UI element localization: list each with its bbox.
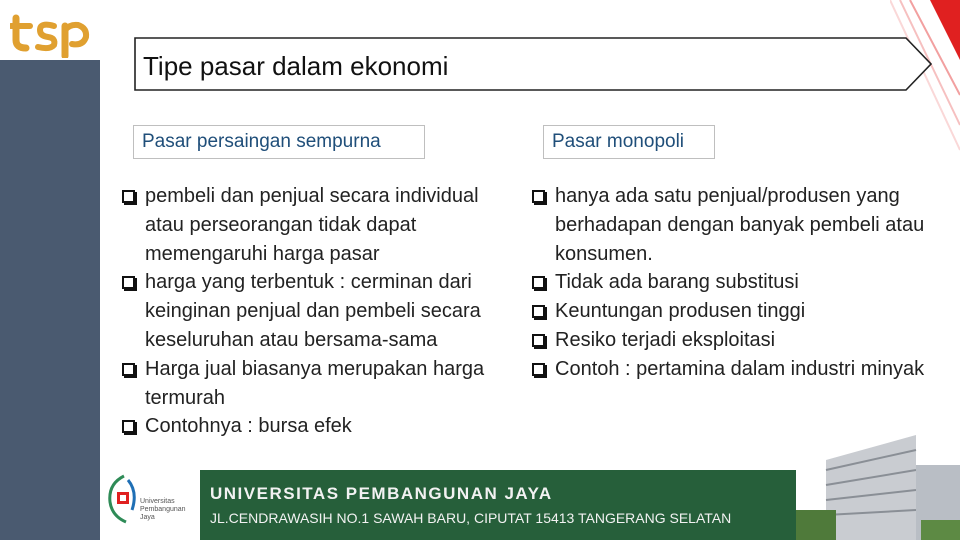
university-address: JL.CENDRAWASIH NO.1 SAWAH BARU, CIPUTAT 15413 TANGERANG SELATAN (210, 510, 732, 526)
list-item: Keuntungan produsen tinggi (532, 297, 947, 326)
checkbox-bullet-icon (532, 190, 545, 203)
checkbox-bullet-icon (122, 276, 135, 289)
list-item: Contohnya : bursa efek (122, 412, 522, 441)
tsp-logo (10, 10, 92, 58)
checkbox-bullet-icon (122, 363, 135, 376)
monopoly-list (532, 182, 947, 384)
university-name: UNIVERSITAS PEMBANGUNAN JAYA (210, 484, 553, 503)
checkbox-bullet-icon (532, 334, 545, 347)
title-banner (134, 37, 932, 91)
list-item: harga yang terbentuk : cerminan dari keinginan penjual dan pembeli secara keseluruhan atau bersama-sama (122, 268, 522, 354)
left-sidebar-band (0, 60, 100, 540)
list-item: hanya ada satu penjual/produsen yang berhadapan dengan banyak pembeli atau konsumen. (532, 182, 947, 268)
perfect-competition-list (122, 182, 522, 441)
heading-perfect-competition: Pasar persaingan sempurna (133, 125, 425, 159)
checkbox-bullet-icon (122, 190, 135, 203)
list-item: pembeli dan penjual secara individual atau perseorangan tidak dapat memengaruhi harga pasar (122, 182, 522, 268)
list-item: Harga jual biasanya merupakan harga termurah (122, 355, 522, 413)
checkbox-bullet-icon (532, 363, 545, 376)
footer-banner (200, 470, 796, 540)
checkbox-bullet-icon (532, 305, 545, 318)
university-logo (104, 470, 199, 535)
campus-building-photo (796, 430, 960, 540)
heading-monopoly: Pasar monopoli (543, 125, 715, 159)
list-item: Tidak ada barang substitusi (532, 268, 947, 297)
list-item: Resiko terjadi eksploitasi (532, 326, 947, 355)
list-item: Contoh : pertamina dalam industri minyak (532, 355, 947, 384)
page-title: Tipe pasar dalam ekonomi (143, 51, 449, 81)
university-logo-label: Universitas Pembangunan Jaya (140, 498, 186, 521)
checkbox-bullet-icon (122, 420, 135, 433)
checkbox-bullet-icon (532, 276, 545, 289)
